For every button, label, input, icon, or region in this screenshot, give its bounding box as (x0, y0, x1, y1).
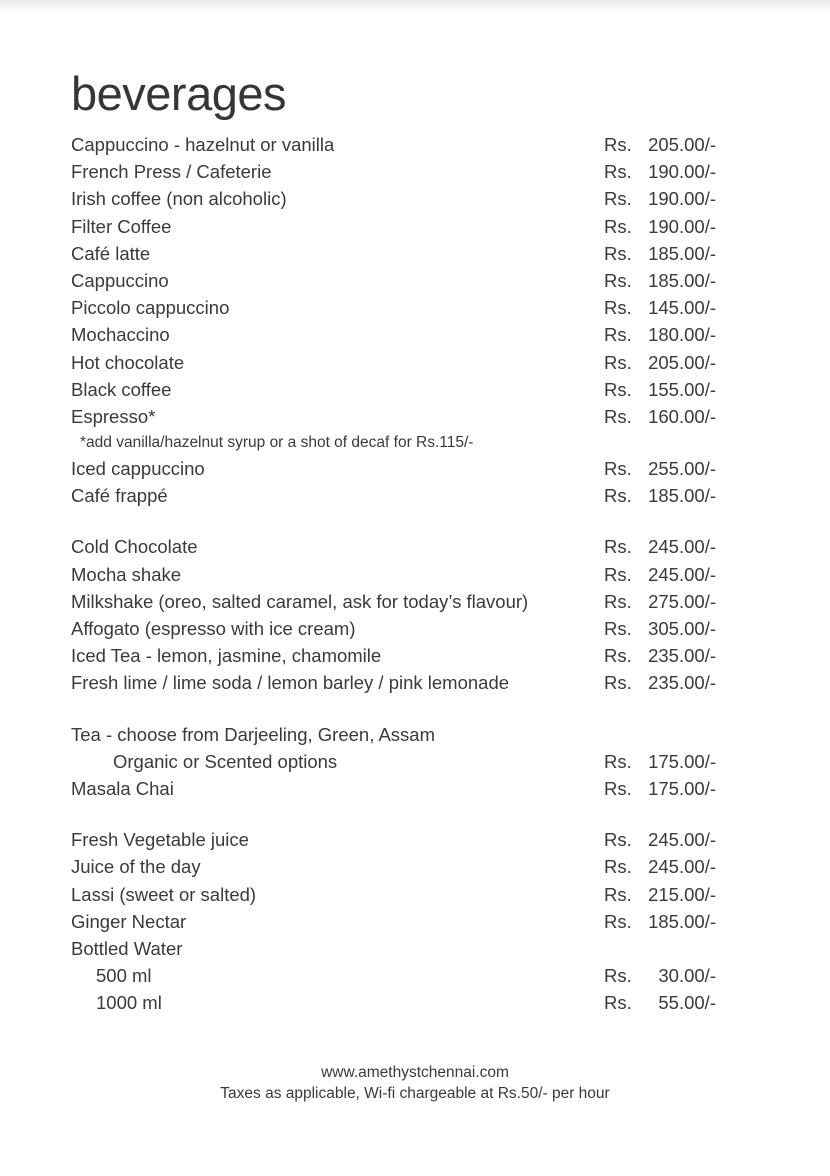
page-footer (0, 1062, 830, 1104)
menu-row (71, 376, 739, 403)
price-amount: 245.00/- (648, 563, 716, 585)
menu-item-name: Affogato (espresso with ice cream) (71, 618, 356, 639)
menu-item-name: Iced cappuccino (71, 458, 205, 480)
menu-item-name: Black coffee (71, 378, 172, 400)
price-amount: 160.00/- (648, 405, 716, 427)
menu-row (71, 775, 739, 802)
menu-item-price (604, 240, 739, 267)
price-currency: Rs. (604, 485, 632, 507)
menu-row (71, 430, 739, 455)
menu-item-price (604, 853, 739, 880)
menu-item-price (604, 642, 739, 669)
menu-item-price (604, 775, 739, 802)
menu-sections (71, 131, 739, 1016)
price-currency: Rs. (604, 777, 632, 799)
menu-row (71, 615, 739, 642)
menu-item-name: Bottled Water (71, 937, 183, 959)
menu-row (71, 158, 739, 185)
price-amount: 190.00/- (648, 188, 716, 210)
menu-item-name: Hot chocolate (71, 351, 185, 373)
price-amount: 180.00/- (648, 324, 716, 346)
price-amount: 245.00/- (648, 829, 716, 851)
price-amount: 175.00/- (648, 777, 716, 799)
menu-row (71, 213, 739, 240)
menu-item-price (604, 403, 739, 430)
menu-item-price (604, 588, 739, 615)
menu-row (71, 185, 739, 212)
menu-item-name: 500 ml (96, 965, 152, 987)
price-amount: 235.00/- (648, 672, 716, 694)
price-amount: 175.00/- (648, 750, 716, 772)
menu-row (71, 588, 739, 615)
menu-item-name: *add vanilla/hazelnut syrup or a shot of decaf for Rs.115/- (80, 434, 474, 452)
menu-item-price (604, 131, 739, 158)
menu-item-price (604, 321, 739, 348)
price-currency: Rs. (604, 188, 632, 210)
price-amount: 155.00/- (648, 378, 716, 400)
price-currency: Rs. (604, 750, 632, 772)
menu-item-price (604, 455, 739, 482)
menu-item-name: French Press / Cafeterie (71, 161, 272, 183)
menu-item-name: Filter Coffee (71, 215, 172, 237)
price-amount: 190.00/- (648, 215, 716, 237)
menu-item-name: Organic or Scented options (113, 750, 338, 772)
price-currency: Rs. (604, 856, 632, 878)
menu-row (71, 349, 739, 376)
menu-item-price (604, 213, 739, 240)
price-amount: 185.00/- (648, 910, 716, 932)
menu-item-price (604, 533, 739, 560)
page-title: beverages (71, 67, 286, 120)
menu-item-name: Milkshake (oreo, salted caramel, ask for today’s flavour) (71, 590, 529, 612)
menu-item-name: Fresh Vegetable juice (71, 829, 249, 851)
menu-row (71, 131, 739, 158)
menu-item-price (604, 826, 739, 853)
price-currency: Rs. (604, 965, 632, 987)
menu-row (71, 853, 739, 880)
section-gap (71, 802, 739, 826)
price-amount: 185.00/- (648, 242, 716, 264)
menu-row (71, 294, 739, 321)
menu-item-name: Mocha shake (71, 563, 182, 585)
menu-row (71, 482, 739, 509)
menu-item-name: Espresso* (71, 405, 156, 427)
price-currency: Rs. (604, 378, 632, 400)
price-currency: Rs. (604, 992, 632, 1014)
menu-item-price (604, 376, 739, 403)
menu-item-price (604, 158, 739, 185)
price-amount: 185.00/- (648, 269, 716, 291)
menu-row (71, 533, 739, 560)
menu-item-price (604, 349, 739, 376)
menu-item-price (604, 962, 739, 989)
menu-item-price (604, 185, 739, 212)
menu-row (71, 455, 739, 482)
menu-item-name: Cappuccino - hazelnut or vanilla (71, 134, 335, 155)
price-currency: Rs. (604, 134, 632, 155)
menu-item-price (604, 267, 739, 294)
menu-row (71, 908, 739, 935)
menu-row (71, 561, 739, 588)
menu-row (71, 240, 739, 267)
price-amount: 205.00/- (648, 351, 716, 373)
price-currency: Rs. (604, 563, 632, 585)
menu-item-name: Iced Tea - lemon, jasmine, chamomile (71, 645, 382, 667)
price-currency: Rs. (604, 672, 632, 694)
price-amount: 245.00/- (648, 536, 716, 558)
price-amount: 305.00/- (648, 618, 716, 639)
menu-item-name: Tea - choose from Darjeeling, Green, Assam (71, 723, 435, 745)
price-currency: Rs. (604, 910, 632, 932)
price-amount: 235.00/- (648, 645, 716, 667)
price-amount: 205.00/- (648, 134, 716, 155)
menu-item-name: Ginger Nectar (71, 910, 187, 932)
menu-item-price (604, 669, 739, 696)
price-currency: Rs. (604, 883, 632, 905)
price-amount: 30.00/- (658, 965, 716, 987)
price-currency: Rs. (604, 297, 632, 319)
price-amount: 275.00/- (648, 590, 716, 612)
menu-item-name: 1000 ml (96, 992, 162, 1014)
menu-row (71, 642, 739, 669)
menu-item-name: Irish coffee (non alcoholic) (71, 188, 287, 210)
menu-row (71, 669, 739, 696)
price-amount: 255.00/- (648, 458, 716, 480)
price-currency: Rs. (604, 590, 632, 612)
menu-item-name: Piccolo cappuccino (71, 297, 230, 319)
price-currency: Rs. (604, 324, 632, 346)
menu-item-name: Cappuccino (71, 269, 169, 291)
menu-item-price (604, 908, 739, 935)
price-amount: 145.00/- (648, 297, 716, 319)
menu-item-name: Cold Chocolate (71, 536, 198, 558)
menu-row (71, 826, 739, 853)
menu-row (71, 935, 739, 962)
price-currency: Rs. (604, 242, 632, 264)
menu-row (71, 721, 739, 748)
menu-item-price (604, 989, 739, 1016)
menu-item-price (604, 615, 739, 642)
menu-item-price (604, 294, 739, 321)
menu-item-price (604, 561, 739, 588)
price-currency: Rs. (604, 829, 632, 851)
menu-row (71, 962, 739, 989)
footer-website: www.amethystchennai.com (321, 1064, 509, 1081)
price-currency: Rs. (604, 645, 632, 667)
price-amount: 245.00/- (648, 856, 716, 878)
footer-notice: Taxes as applicable, Wi-fi chargeable at Rs.50/- per hour (220, 1085, 610, 1102)
menu-row (71, 881, 739, 908)
price-currency: Rs. (604, 161, 632, 183)
price-amount: 55.00/- (658, 992, 716, 1014)
menu-item-name: Café frappé (71, 485, 168, 507)
section-gap (71, 509, 739, 533)
price-currency: Rs. (604, 618, 632, 639)
menu-item-price (604, 881, 739, 908)
section-gap (71, 697, 739, 721)
menu-item-name: Juice of the day (71, 856, 201, 878)
menu-row (71, 321, 739, 348)
price-amount: 190.00/- (648, 161, 716, 183)
price-currency: Rs. (604, 536, 632, 558)
price-amount: 185.00/- (648, 485, 716, 507)
price-currency: Rs. (604, 458, 632, 480)
menu-row (71, 748, 739, 775)
menu-item-name: Mochaccino (71, 324, 170, 346)
price-currency: Rs. (604, 405, 632, 427)
menu-item-name: Masala Chai (71, 777, 174, 799)
menu-item-price (604, 482, 739, 509)
price-amount: 215.00/- (648, 883, 716, 905)
menu-item-price (604, 748, 739, 775)
menu-row (71, 267, 739, 294)
menu-item-name: Café latte (71, 242, 151, 264)
price-currency: Rs. (604, 351, 632, 373)
menu-row (71, 403, 739, 430)
menu-row (71, 989, 739, 1016)
price-currency: Rs. (604, 215, 632, 237)
price-currency: Rs. (604, 269, 632, 291)
menu-item-name: Lassi (sweet or salted) (71, 883, 257, 905)
menu-item-name: Fresh lime / lime soda / lemon barley / pink lemonade (71, 672, 510, 694)
